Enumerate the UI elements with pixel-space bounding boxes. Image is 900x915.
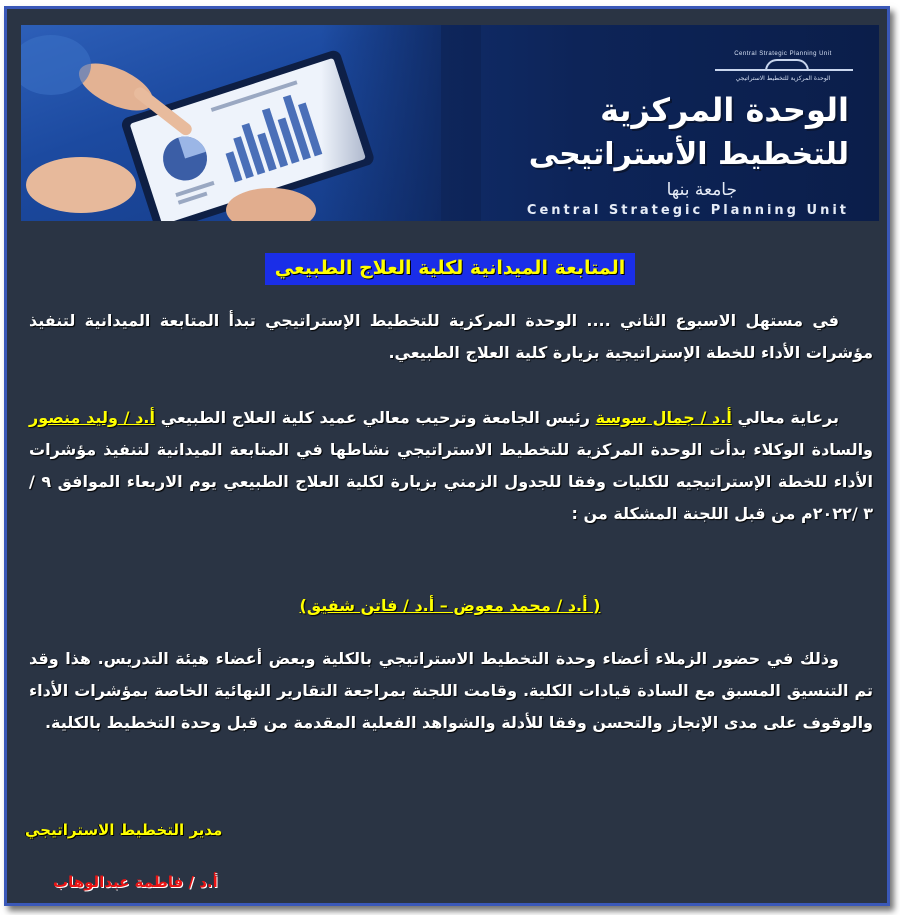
paragraph-intro-text: في مستهل الاسبوع الثاني .... الوحدة المركزية للتخطيط الإستراتيجي تبدأ المتابعة الميدانية لتنفيذ مؤشرات الأداء للخطة الإستراتيجية بزيارة كلية العلاج الطبيعي. (29, 311, 873, 362)
banner-title-line2: للتخطيط الأستراتيجى (528, 137, 849, 172)
banner-title-line1: الوحدة المركزية (600, 91, 849, 129)
signature-title: مدير التخطيط الاستراتيجي (25, 821, 223, 839)
committee-members: ( أ.د / محمد معوض – أ.د / فاتن شفيق) (299, 596, 601, 615)
university-name: جامعة بنها (666, 180, 737, 200)
paragraph-visit-part1: برعاية معالي (731, 408, 840, 427)
banner-photo-fade (321, 25, 481, 221)
paragraph-visit (29, 402, 873, 530)
headline-container (7, 253, 893, 285)
header-banner (21, 25, 879, 221)
document-frame (4, 6, 890, 906)
paragraph-attendance-text: وذلك في حضور الزملاء أعضاء وحدة التخطيط الاستراتيجي بالكلية وبعض أعضاء هيئة التدريس. هذا وقد تم التنسيق المسبق مع السادة قيادات الكلية. وقامت اللجنة بمراجعة التقارير النهائية الخاصة بمؤشرات الأداء والوقوف على مدى الإنجاز والتحسن وفقا للأدلة والشواهد الفعلية المقدمة من قبل وحدة التخطيط بالكلية. (29, 649, 873, 732)
unit-logo-divider (715, 69, 853, 71)
dean-name: أ.د / وليد منصور (29, 408, 155, 427)
paragraph-intro (29, 305, 873, 369)
paragraph-visit-part2: رئيس الجامعة وترحيب معالي عميد كلية العلاج الطبيعي (154, 408, 596, 427)
unit-logo-text: Central Strategic Planning Unit (734, 51, 832, 57)
banner-english-title: Central Strategic Planning Unit (526, 203, 849, 218)
signature-name: أ.د / فاطمة عبدالوهاب (53, 873, 218, 891)
page-headline: المتابعة الميدانية لكلية العلاج الطبيعي (265, 253, 635, 285)
paragraph-visit-part3: والسادة الوكلاء بدأت الوحدة المركزية للتخطيط الاستراتيجي نشاطها في المتابعة الميدانية لتنفيذ مؤشرات الأداء للخطة الإستراتيجيه للكليات وفقا للجدول الزمني بزيارة لكلية العلاج الطبيعي يوم الاربعاء الموافق ٩ / ٣ /٢٠٢٢م من قبل اللجنة المشكلة من : (29, 440, 873, 523)
paragraph-attendance (29, 643, 873, 739)
president-name: أ.د / جمال سوسة (595, 408, 732, 427)
unit-logo-subtitle: الوحدة المركزية للتخطيط الاستراتيجي (735, 75, 831, 82)
